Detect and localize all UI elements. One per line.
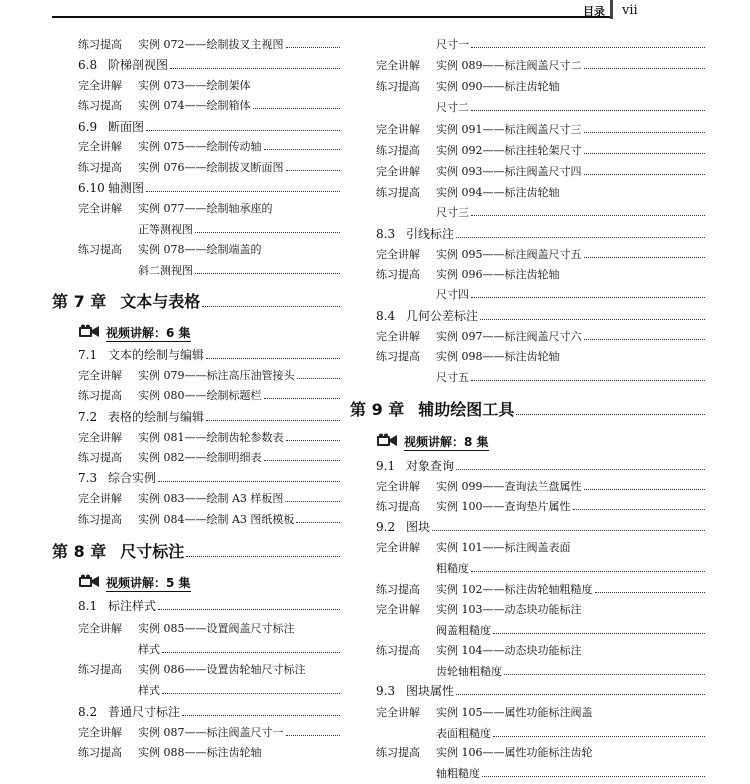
toc-entry-continuation[interactable]	[350, 562, 705, 576]
dot-leader	[456, 460, 705, 470]
entry-tag: 练习提高	[78, 38, 122, 51]
toc-entry-continuation[interactable]	[350, 101, 705, 115]
toc-entry[interactable]	[52, 389, 340, 403]
entry-tag: 完全讲解	[78, 202, 122, 215]
dot-leader	[584, 248, 706, 258]
entry-title: 尺寸二	[436, 101, 469, 114]
entry-tag: 完全讲解	[78, 431, 122, 444]
chapter-title: 辅助绘图工具	[418, 400, 515, 419]
section-title: 对象查询	[406, 459, 455, 473]
entry-tag: 练习提高	[376, 80, 420, 93]
dot-leader	[162, 684, 340, 694]
dot-leader	[456, 228, 705, 238]
entry-title: 样式	[138, 684, 160, 697]
dot-leader	[264, 389, 341, 399]
toc-section[interactable]	[350, 459, 705, 473]
entry-title: 实例 099——查询法兰盘属性	[436, 480, 582, 493]
toc-entry[interactable]	[52, 726, 340, 740]
toc-section[interactable]	[52, 599, 340, 613]
section-title: 综合实例	[108, 471, 157, 485]
entry-title: 实例 080——绘制标题栏	[138, 389, 262, 402]
dot-leader	[286, 726, 341, 736]
video-lecture-count	[52, 323, 340, 342]
entry-tag: 完全讲解	[376, 706, 420, 719]
dot-leader	[286, 431, 341, 441]
entry-title: 实例 104——动态块功能标注	[436, 644, 582, 657]
dot-leader	[186, 547, 340, 557]
toc-entry[interactable]	[350, 500, 705, 514]
toc-entry[interactable]	[350, 330, 705, 344]
toc-section[interactable]	[52, 410, 340, 424]
toc-entry[interactable]	[350, 123, 705, 137]
entry-title: 实例 086——设置齿轮轴尺寸标注	[138, 663, 306, 676]
entry-title: 粗糙度	[436, 562, 469, 575]
entry-title: 阀盖粗糙度	[436, 624, 491, 637]
dot-leader	[195, 223, 340, 233]
toc-entry[interactable]	[52, 431, 340, 445]
entry-tag: 完全讲解	[376, 480, 420, 493]
section-title: 轴测图	[108, 181, 145, 195]
entry-title: 实例 096——标注齿轮轴	[436, 268, 560, 281]
entry-title: 正等测视图	[138, 223, 193, 236]
section-number: 9.1	[376, 459, 396, 473]
toc-section[interactable]	[52, 181, 340, 195]
section-title: 几何公差标注	[406, 309, 479, 323]
entry-tag: 练习提高	[376, 583, 420, 596]
dot-leader	[516, 405, 705, 415]
toc-entry[interactable]	[350, 165, 705, 179]
toc-entry[interactable]	[52, 140, 340, 154]
entry-tag: 完全讲解	[78, 369, 122, 382]
toc-entry[interactable]	[350, 350, 705, 364]
dot-leader	[493, 624, 705, 634]
toc-entry[interactable]	[52, 243, 340, 257]
toc-entry[interactable]	[350, 248, 705, 262]
dot-leader	[471, 371, 705, 381]
dot-leader	[493, 727, 705, 737]
toc-entry[interactable]	[350, 706, 705, 720]
video-camera-icon	[78, 574, 100, 588]
dot-leader	[264, 140, 341, 150]
chapter-title: 文本与表格	[120, 292, 201, 311]
toc-entry-continuation[interactable]	[350, 371, 705, 385]
toc-entry[interactable]	[350, 268, 705, 282]
dot-leader	[471, 562, 705, 572]
entry-title: 实例 081——绘制齿轮参数表	[138, 431, 284, 444]
video-lecture-count	[350, 432, 705, 451]
entry-title: 实例 075——绘制传动轴	[138, 140, 262, 153]
entry-tag: 练习提高	[78, 746, 122, 759]
toc-entry[interactable]	[52, 79, 340, 93]
section-number: 7.2	[78, 410, 98, 424]
dot-leader	[158, 600, 340, 610]
entry-title: 实例 102——标注齿轮轴粗糙度	[436, 583, 593, 596]
toc-entry[interactable]	[350, 144, 705, 158]
entry-title: 轴粗糙度	[436, 767, 480, 780]
toc-section[interactable]	[52, 471, 340, 485]
toc-entry-continuation[interactable]	[52, 264, 340, 278]
toc-entry-continuation[interactable]	[350, 767, 705, 781]
entry-title: 表面粗糙度	[436, 727, 491, 740]
dot-leader	[170, 59, 340, 69]
video-camera-icon	[376, 433, 398, 447]
entry-title: 实例 073——绘制架体	[138, 79, 251, 92]
entry-title: 实例 084——绘制 A3 图纸模板	[138, 513, 295, 526]
entry-title: 实例 101——标注阀盖表面	[436, 541, 571, 554]
toc-entry[interactable]	[52, 513, 340, 527]
toc-entry-continuation[interactable]	[52, 643, 340, 657]
entry-title: 实例 085——设置阀盖尺寸标注	[138, 622, 295, 635]
video-camera-icon	[78, 324, 100, 338]
entry-tag: 练习提高	[78, 99, 122, 112]
toc-entry[interactable]	[350, 746, 705, 760]
header-divider	[610, 0, 613, 19]
toc-entry[interactable]	[52, 202, 340, 216]
entry-tag: 完全讲解	[376, 248, 420, 261]
entry-title: 实例 091——标注阀盖尺寸三	[436, 123, 582, 136]
section-title: 图块	[406, 520, 431, 534]
toc-entry-continuation[interactable]	[350, 288, 705, 302]
entry-title: 尺寸三	[436, 206, 469, 219]
entry-title: 实例 094——标注齿轮轴	[436, 186, 560, 199]
section-number: 8.2	[78, 705, 98, 719]
toc-entry[interactable]	[52, 451, 340, 465]
entry-title: 实例 078——绘制端盖的	[138, 243, 262, 256]
dot-leader	[573, 500, 706, 510]
toc-entry[interactable]	[350, 603, 705, 617]
entry-tag: 练习提高	[376, 746, 420, 759]
section-number: 9.2	[376, 520, 396, 534]
entry-tag: 练习提高	[78, 243, 122, 256]
entry-title: 实例 106——属性功能标注齿轮	[436, 746, 593, 759]
toc-entry[interactable]	[350, 480, 705, 494]
chapter-number: 第 8 章	[52, 542, 107, 561]
chapter-number: 第 7 章	[52, 292, 107, 311]
dot-leader	[162, 643, 340, 653]
entry-title: 实例 074——绘制箱体	[138, 99, 251, 112]
dot-leader	[584, 165, 706, 175]
entry-tag: 完全讲解	[376, 330, 420, 343]
dot-leader	[480, 310, 705, 320]
section-number: 8.4	[376, 309, 396, 323]
dot-leader	[146, 121, 340, 131]
toc-entry[interactable]	[52, 663, 340, 677]
dot-leader	[471, 101, 705, 111]
entry-tag: 练习提高	[376, 350, 420, 363]
dot-leader	[286, 161, 341, 171]
dot-leader	[584, 123, 706, 133]
entry-tag: 完全讲解	[78, 622, 122, 635]
toc-entry[interactable]	[52, 38, 340, 52]
entry-tag: 完全讲解	[376, 541, 420, 554]
entry-tag: 练习提高	[78, 513, 122, 526]
entry-tag: 练习提高	[78, 161, 122, 174]
dot-leader	[584, 330, 706, 340]
entry-title: 实例 087——标注阀盖尺寸一	[138, 726, 284, 739]
entry-tag: 完全讲解	[376, 165, 420, 178]
section-number: 8.1	[78, 599, 98, 613]
header-label: 目录	[583, 5, 605, 18]
dot-leader	[456, 685, 705, 695]
toc-section[interactable]	[52, 120, 340, 134]
entry-title: 实例 079——标注高压油管接头	[138, 369, 295, 382]
dot-leader	[482, 767, 705, 777]
section-title: 引线标注	[406, 227, 455, 241]
entry-title: 实例 090——标注齿轮轴	[436, 80, 560, 93]
entry-title: 实例 095——标注阀盖尺寸五	[436, 248, 582, 261]
section-title: 图块属性	[406, 684, 455, 698]
entry-title: 实例 072——绘制拔叉主视图	[138, 38, 284, 51]
entry-title: 实例 098——标注齿轮轴	[436, 350, 560, 363]
toc-entry[interactable]	[350, 583, 705, 597]
entry-title: 实例 093——标注阀盖尺寸四	[436, 165, 582, 178]
section-number: 9.3	[376, 684, 396, 698]
entry-title: 实例 097——标注阀盖尺寸六	[436, 330, 582, 343]
toc-entry-continuation[interactable]	[350, 727, 705, 741]
entry-tag: 完全讲解	[78, 492, 122, 505]
entry-title: 实例 088——标注齿轮轴	[138, 746, 262, 759]
dot-leader	[195, 264, 340, 274]
section-number: 6.9	[78, 120, 98, 134]
section-number: 7.3	[78, 471, 98, 485]
toc-entry-continuation[interactable]	[52, 684, 340, 698]
section-title: 文本的绘制与编辑	[108, 348, 205, 362]
section-title: 普通尺寸标注	[108, 705, 181, 719]
toc-entry[interactable]	[52, 746, 340, 760]
entry-title: 尺寸一	[436, 38, 469, 51]
toc-chapter[interactable]	[52, 292, 340, 312]
toc-section[interactable]	[350, 684, 705, 698]
section-title: 表格的绘制与编辑	[108, 410, 205, 424]
toc-entry-continuation[interactable]	[350, 624, 705, 638]
entry-title: 样式	[138, 643, 160, 656]
dot-leader	[471, 206, 705, 216]
video-lecture-count	[52, 573, 340, 592]
dot-leader	[595, 583, 706, 593]
entry-tag: 练习提高	[78, 663, 122, 676]
entry-tag: 练习提高	[376, 186, 420, 199]
section-number: 8.3	[376, 227, 396, 241]
toc-entry-continuation[interactable]	[52, 223, 340, 237]
toc-entry[interactable]	[52, 369, 340, 383]
toc-entry-continuation[interactable]	[350, 665, 705, 679]
section-title: 断面图	[108, 120, 145, 134]
dot-leader	[297, 369, 341, 379]
toc-chapter[interactable]	[350, 400, 705, 420]
page-number: vii	[622, 3, 638, 18]
toc-entry-continuation[interactable]	[350, 38, 705, 52]
dot-leader	[158, 472, 340, 482]
toc-section[interactable]	[52, 705, 340, 719]
toc-section[interactable]	[350, 309, 705, 323]
toc-section[interactable]	[52, 58, 340, 72]
toc-entry[interactable]	[350, 541, 705, 555]
dot-leader	[146, 182, 340, 192]
dot-leader	[206, 411, 340, 421]
toc-section[interactable]	[52, 348, 340, 362]
dot-leader	[206, 349, 340, 359]
entry-tag: 完全讲解	[78, 140, 122, 153]
dot-leader	[584, 59, 706, 69]
header-rule	[52, 16, 610, 18]
toc-entry[interactable]	[52, 161, 340, 175]
section-title: 标注样式	[108, 599, 157, 613]
entry-title: 斜二测视图	[138, 264, 193, 277]
dot-leader	[264, 451, 341, 461]
dot-leader	[286, 38, 341, 48]
video-lecture-label: 视频讲解：5 集	[106, 576, 191, 590]
chapter-title: 尺寸标注	[120, 542, 185, 561]
section-number: 6.8	[78, 58, 98, 72]
entry-tag: 完全讲解	[376, 123, 420, 136]
dot-leader	[432, 521, 705, 531]
chapter-number: 第 9 章	[350, 400, 405, 419]
entry-title: 实例 103——动态块功能标注	[436, 603, 582, 616]
entry-title: 实例 089——标注阀盖尺寸二	[436, 59, 582, 72]
dot-leader	[504, 665, 705, 675]
entry-tag: 完全讲解	[78, 726, 122, 739]
toc-chapter[interactable]	[52, 542, 340, 562]
entry-tag: 练习提高	[376, 500, 420, 513]
section-number: 6.10	[78, 181, 105, 195]
entry-tag: 练习提高	[78, 389, 122, 402]
video-lecture-label: 视频讲解：8 集	[404, 435, 489, 449]
toc-entry[interactable]	[52, 99, 340, 113]
entry-title: 实例 082——绘制明细表	[138, 451, 262, 464]
dot-leader	[471, 288, 705, 298]
dot-leader	[285, 492, 340, 502]
entry-title: 实例 076——绘制拔叉断面图	[138, 161, 284, 174]
entry-title: 实例 092——标注挂轮架尺寸	[436, 144, 582, 157]
entry-tag: 完全讲解	[78, 79, 122, 92]
dot-leader	[296, 513, 340, 523]
entry-title: 实例 083——绘制 A3 样板图	[138, 492, 284, 505]
dot-leader	[202, 297, 340, 307]
section-number: 7.1	[78, 348, 98, 362]
dot-leader	[253, 99, 341, 109]
toc-section[interactable]	[350, 227, 705, 241]
toc-entry[interactable]	[350, 80, 705, 94]
entry-tag: 练习提高	[376, 268, 420, 281]
toc-section[interactable]	[350, 520, 705, 534]
toc-entry[interactable]	[350, 59, 705, 73]
entry-tag: 练习提高	[78, 451, 122, 464]
entry-title: 尺寸五	[436, 371, 469, 384]
dot-leader	[584, 480, 706, 490]
entry-tag: 练习提高	[376, 144, 420, 157]
section-title: 阶梯剖视图	[108, 58, 169, 72]
dot-leader	[471, 38, 705, 48]
toc-entry[interactable]	[350, 644, 705, 658]
toc-entry[interactable]	[350, 186, 705, 200]
toc-entry[interactable]	[52, 492, 340, 506]
dot-leader	[584, 144, 706, 154]
entry-title: 实例 105——属性功能标注阀盖	[436, 706, 593, 719]
entry-tag: 完全讲解	[376, 59, 420, 72]
toc-entry-continuation[interactable]	[350, 206, 705, 220]
page-header	[0, 0, 750, 20]
entry-title: 实例 100——查询垫片属性	[436, 500, 571, 513]
entry-title: 齿轮轴粗糙度	[436, 665, 502, 678]
dot-leader	[182, 706, 340, 716]
video-lecture-label: 视频讲解：6 集	[106, 326, 191, 340]
entry-title: 实例 077——绘制轴承座的	[138, 202, 273, 215]
entry-tag: 练习提高	[376, 644, 420, 657]
toc-entry[interactable]	[52, 622, 340, 636]
entry-title: 尺寸四	[436, 288, 469, 301]
entry-tag: 完全讲解	[376, 603, 420, 616]
